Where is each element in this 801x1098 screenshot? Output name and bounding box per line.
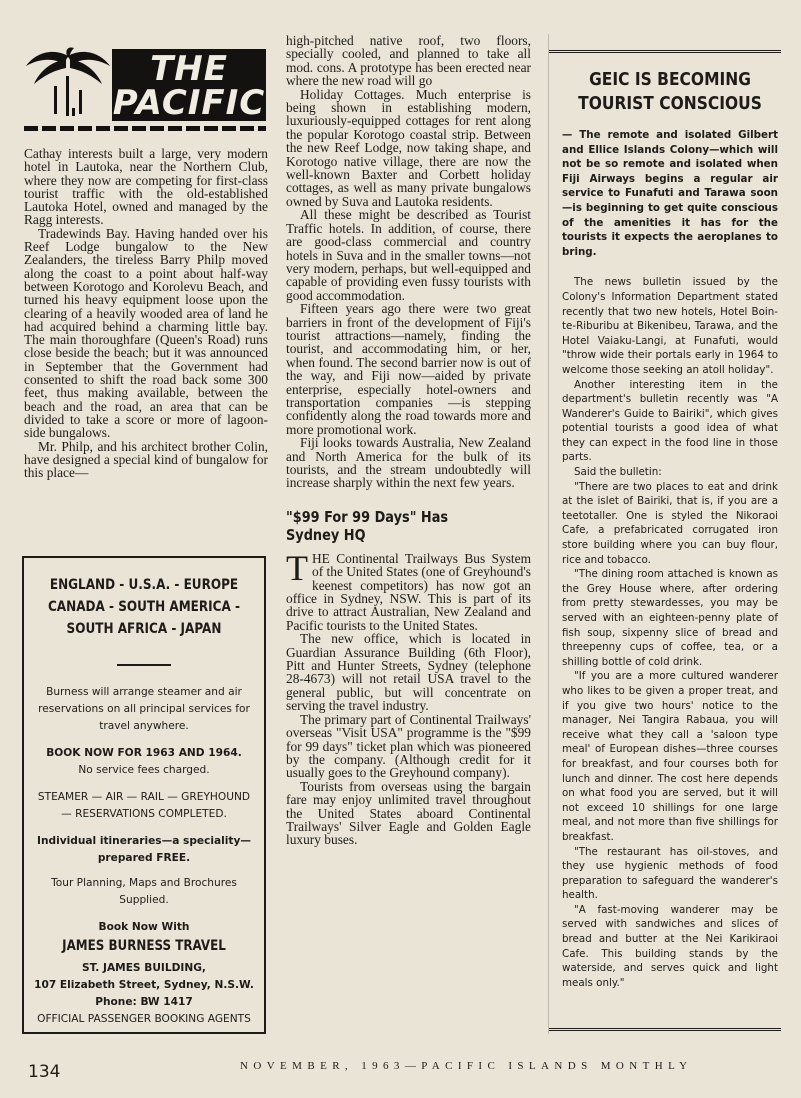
magazine-section-logo: [24, 46, 266, 132]
page-number: 134: [28, 1062, 61, 1082]
paragraph: THE Continental Trailways Bus System of the United States (one of Greyhound's keenest competitors) has now got an office in Sydney, NSW. This is part of its drive to attract Australian, New Zealand and Pacific tourists to the United States.: [286, 547, 531, 633]
paragraph: Tourists from overseas using the bargain fare may enjoy unlimited travel throughout the United States aboard Continental Trailways' Silver Eagle and Golden Eagle luxury buses.: [286, 778, 531, 848]
article-headline: GEIC IS BECOMING TOURIST CONSCIOUS: [578, 69, 762, 114]
ad-text: Burness will arrange steamer and air reservations on all principal services for travel anywhere.: [38, 686, 250, 732]
paragraph: Tradewinds Bay. Having handed over his Reef Lodge bungalow to the New Zealanders, the tireless Barry Philp moved along the coast to a point about half-way between Korotogo and Korolevu Beach, and turned his heavy equipment loose upon the clearing of a heavily wooded area of land he had acquired behind a charming little bay. The main thoroughfare (Queen's Road) runs close beside the beach; but it was announced in September that the Government had consented to shift the road back some 300 feet, thus making available, between the beach and the road, an area that can be divided to take a score or more of lagoon-side bungalows.: [24, 225, 268, 441]
paragraph: Another interesting item in the department's bulletin recently was "A Wanderer's Guide to Bairiki", which gives potential tourists a good idea of what they can expect in the food line in those parts.: [562, 378, 778, 464]
ad-text: STEAMER — AIR — RAIL — GREYHOUND — RESERVATIONS COMPLETED.: [37, 791, 251, 820]
ad-text: Book Now With: [98, 921, 190, 933]
ad-text: 107 Elizabeth Street, Sydney, N.S.W.: [34, 979, 254, 991]
ad-text: ST. JAMES BUILDING,: [82, 962, 206, 974]
paragraph: The new office, which is located in Guardian Assurance Building (6th Floor), Pitt and Hunter Streets, Sydney (telephone 28-4673) will not retail USA travel to the general public, but will concentrate on serving the travel industry.: [286, 631, 531, 714]
paragraph: Said the bulletin:: [574, 466, 662, 479]
ad-text: No service fees charged.: [78, 764, 210, 776]
box-bottom-rule: [549, 1028, 781, 1031]
running-footer-title: NOVEMBER, 1963—PACIFIC ISLANDS MONTHLY: [240, 1060, 693, 1072]
article-body: [562, 275, 778, 990]
ad-text: Phone: BW 1417: [95, 996, 193, 1008]
logo-divider: [24, 126, 266, 131]
ad-divider: [117, 664, 171, 666]
paragraph: The news bulletin issued by the Colony's Information Department stated recently that two new hotels, Hotel Boin-te-Riburibu at Bikenibeu, Tarawa, and the Hotel Vaiaku-Langi, at Funafuti, would "throw wide their portals early in 1964 to welcome those seeking an atoll holiday".: [562, 276, 778, 376]
ad-company-name: JAMES BURNESS TRAVEL: [62, 938, 226, 954]
drop-cap: T: [286, 547, 308, 588]
paragraph: Holiday Cottages. Much enterprise is being shown in establishing modern, luxuriously-equipped cottages for rent along the popular Korotogo coastal strip. Between the new Reef Lodge, now taking shape, and Korotogo native village, there are now the well-known Baxter and Corbett holiday cottages, as well as many private bungalows owned by Suva and Lautoka residents.: [286, 86, 531, 209]
paragraph: high-pitched native roof, two floors, specially cooled, and planned to take all mod. cons. A prototype has been erected near where the new road will go: [286, 33, 531, 89]
article-column-1: [24, 147, 268, 479]
travel-advertisement: [22, 556, 266, 1034]
paragraph: All these might be described as Tourist Traffic hotels. In addition, of course, there are good-class commercial and country hotels in Suva and in the smaller towns—not very modern, perhaps, but well-equipped and capable of providing even fussy tourists with good accommodation.: [286, 207, 531, 303]
article-lede: — The remote and isolated Gilbert and Ellice Islands Colony—which will not be so remote and isolated when Fiji Airways begins a regular air service to Funafuti and Tarawa soon—is beginning to get quite conscious of the amenities it has for the tourists it expects the aeroplanes to bring.: [562, 129, 778, 258]
ad-text: Individual itineraries—a speciality—: [37, 835, 251, 847]
ad-text: OFFICIAL PASSENGER BOOKING AGENTS: [37, 1013, 251, 1025]
box-top-rule: [549, 50, 781, 54]
paragraph: "A fast-moving wanderer may be served with sandwiches and slices of bread and butter at the Nei Karikiraoi Cafe. This building stands by the waterside, and serves quick and light meals only.": [562, 903, 778, 989]
paragraph: "The dining room attached is known as the Grey House where, after ordering from pretty stewardesses, you may be served with an eighteen-penny plate of fish soup, sixpenny slice of bread and threepenny cups of coffee, tea, or a shilling bottle of cold drink.: [562, 568, 778, 668]
article-column-2: [286, 34, 531, 847]
palm-tree-icon: [24, 46, 112, 126]
ad-text: Tour Planning, Maps and Brochures Supplied.: [51, 877, 237, 906]
paragraph: Mr. Philp, and his architect brother Colin, have designed a special kind of bungalow for this place—: [24, 438, 268, 481]
paragraph: The primary part of Continental Trailways' overseas "Visit USA" programme is the "$99 for 99 days" ticket plan which was pioneered by the company. (Although credit for it usually goes to the Greyhound company).: [286, 711, 531, 781]
ad-destinations: ENGLAND - U.S.A. - EUROPE CANADA - SOUTH AMERICA - SOUTH AFRICA - JAPAN: [47, 577, 241, 637]
paragraph: Fifteen years ago there were two great barriers in front of the development of Fiji's tourist attractions—namely, finding the tourist, and accommodating him, or her, when found. The second barrier now is out of the way, and Fiji now—aided by private enterprise, especially hotel-owners and transportation companies —is stepping confidently along the road towards more and more promotional work.: [286, 301, 531, 437]
paragraph: "The restaurant has oil-stoves, and they use hygienic methods of food preparation to safeguard the wanderer's health.: [562, 845, 778, 902]
article-headline: "$99 For 99 Days" Has Sydney HQ: [286, 507, 449, 544]
paragraph: Cathay interests built a large, very modern hotel in Lautoka, near the Northern Club, where they now are competing for first-class tourist traffic with the old-established Lautoka Hotel, owned and managed by the Ragg interests.: [24, 146, 268, 228]
paragraph: Fiji looks towards Australia, New Zealand and North America for the bulk of its tourists, and the stream undoubtedly will increase sharply within the next few years.: [286, 435, 531, 491]
ad-text: BOOK NOW FOR 1963 AND 1964.: [46, 747, 242, 759]
article-column-3: [562, 50, 778, 990]
logo-wordmark: THE PACIFIC: [112, 49, 266, 123]
column-divider: [548, 34, 549, 1034]
page-footer: [24, 1060, 794, 1084]
paragraph: "There are two places to eat and drink at the islet of Bairiki, that is, if you are a teetotaller. One is styled the Nikoraoi Cafe, a prefabricated corrugated iron store building where you can buy flour, rice and tobacco.: [562, 480, 778, 566]
paragraph: "If you are a more cultured wanderer who likes to be given a proper treat, and if you give two hours' notice to the manager, Nei Tangira Rabaua, you will receive what they call a 'saloon type meal' of European dishes—three courses for breakfast, and four courses both for lunch and dinner. The cost here depends on what food you are served, but it will not exceed 10 shillings for one large meal, and not more than five shillings for breakfast.: [562, 670, 778, 843]
ad-text: prepared FREE.: [97, 852, 191, 864]
